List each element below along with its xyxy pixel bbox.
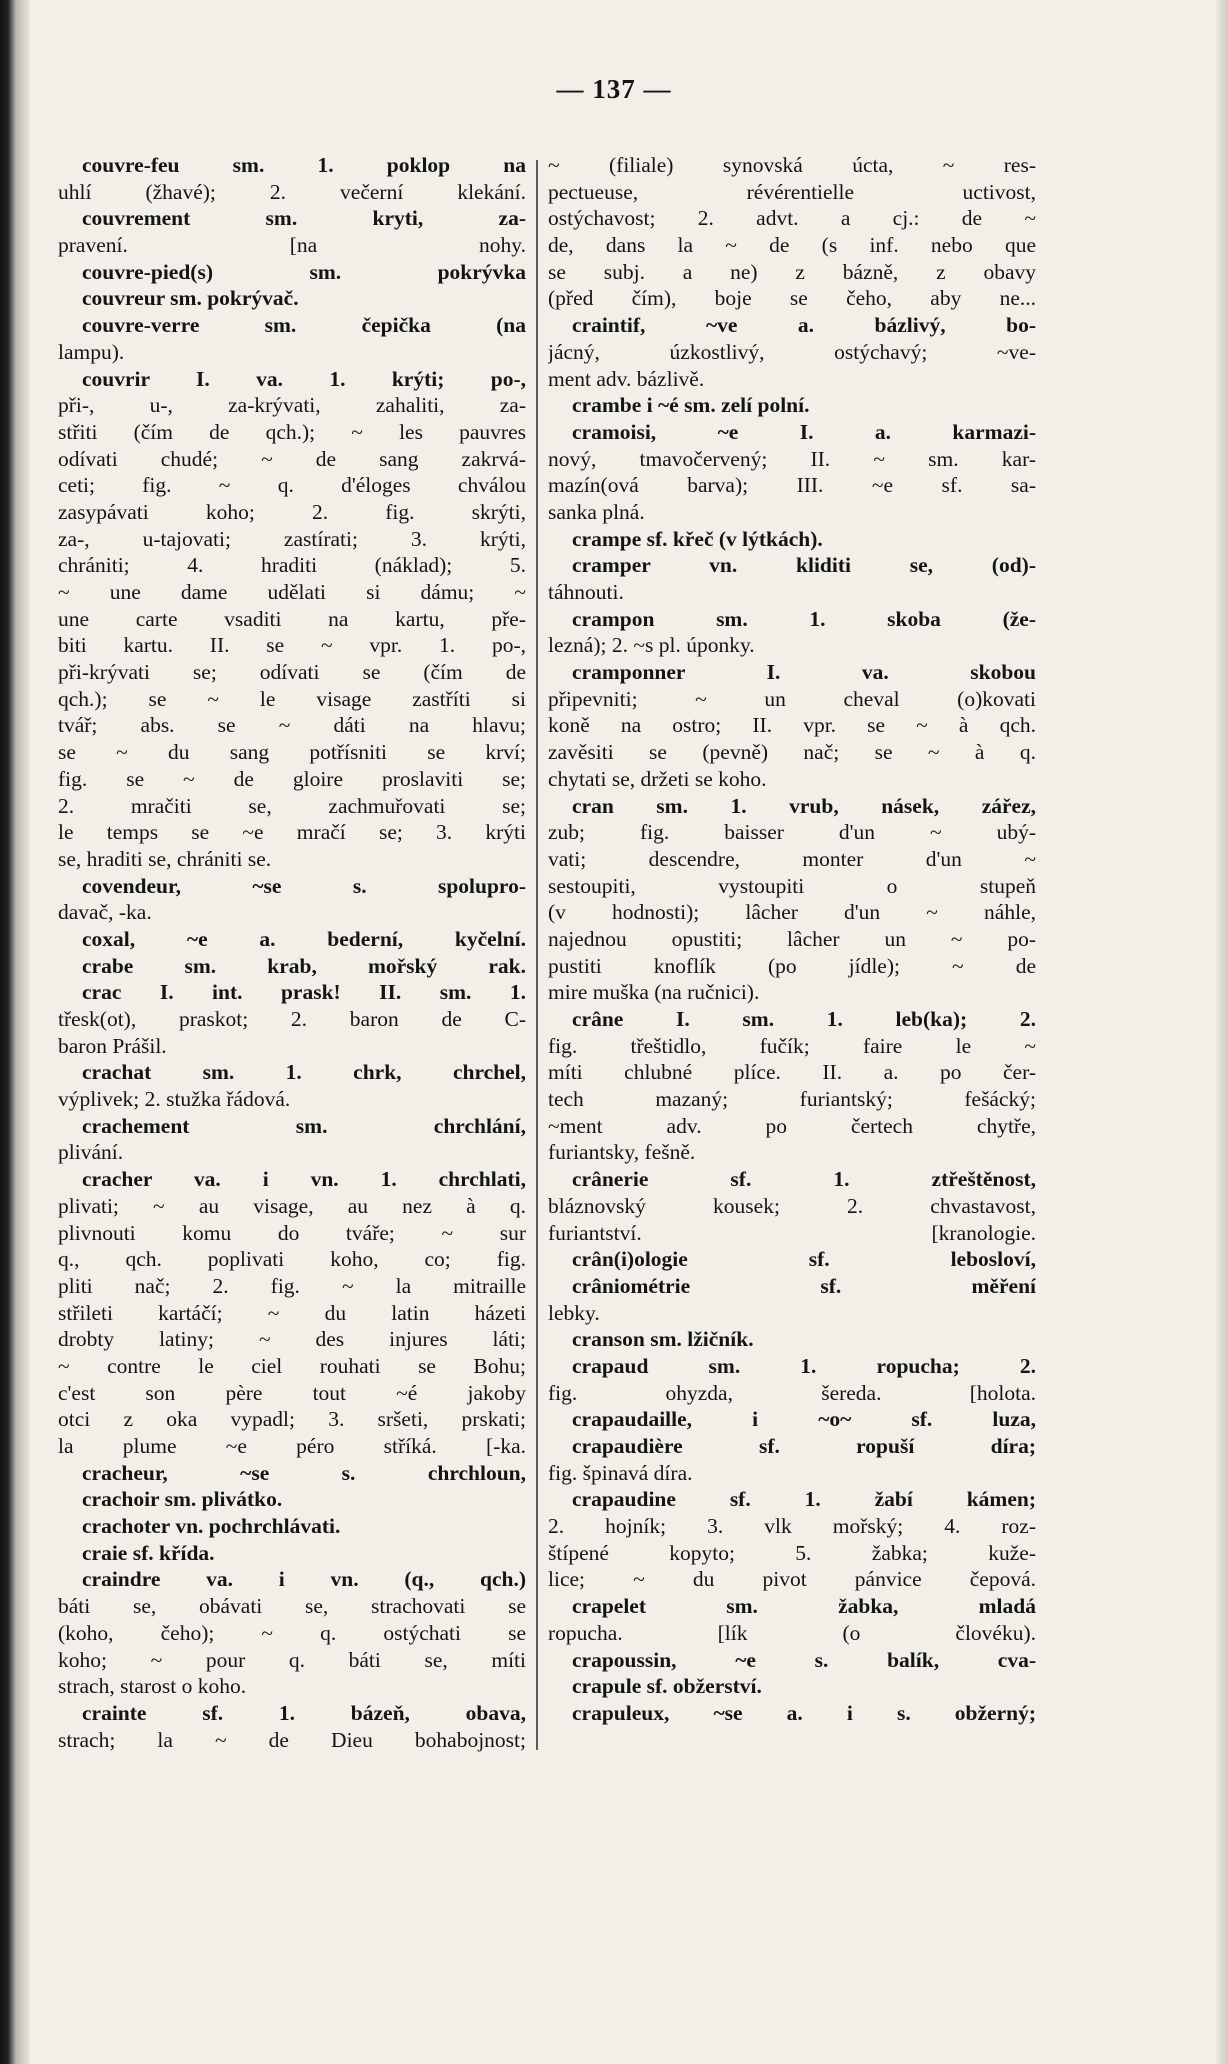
dictionary-entry-headline: couvre-verre sm. čepička (na (82, 313, 526, 338)
dictionary-entry-headline: crampon sm. 1. skoba (že- (572, 606, 1036, 631)
dictionary-entry-headline: crâne I. sm. 1. leb(ka); 2. (572, 1007, 1036, 1031)
dictionary-entry-headline: crapuleux, ~se a. i s. obžerný; (572, 1700, 1036, 1725)
dictionary-entry-headline: crapaudine sf. 1. žabí kámen; (572, 1487, 1036, 1512)
dictionary-entry-line: qch.); se ~ le visage zastříti si (58, 686, 526, 711)
dictionary-entry-line: chrániti; 4. hraditi (náklad); 5. (58, 553, 526, 578)
dictionary-entry-line: pectueuse, révérentielle uctivost, (548, 179, 1036, 204)
right-column (548, 152, 1036, 1727)
dictionary-entry-headline: crachoter vn. pochrchlávati. (82, 1514, 341, 1539)
dictionary-entry-line: báti se, obávati se, strachovati se (58, 1594, 526, 1619)
dictionary-entry-line: uhlí (žhavé); 2. večerní klekání. (58, 179, 526, 204)
dictionary-entry-headline: couvre-feu sm. 1. poklop na (82, 153, 526, 177)
dictionary-entry-line: (před čím), boje se čeho, aby ne... (548, 286, 1036, 311)
dictionary-entry-line: ment adv. bázlivě. (548, 366, 705, 391)
dictionary-entry-headline: crachat sm. 1. chrk, chrchel, (82, 1060, 526, 1085)
dictionary-entry-line: ostýchavost; 2. advt. a cj.: de ~ (548, 206, 1036, 231)
dictionary-entry-line: fig. třeštidlo, fučík; faire le ~ (548, 1033, 1036, 1058)
dictionary-entry-line: koho; ~ pour q. báti se, míti (58, 1647, 526, 1672)
dictionary-entry-line: táhnouti. (548, 580, 624, 604)
dictionary-entry-line: baron Prášil. (58, 1033, 167, 1058)
dictionary-entry-line: nový, tmavočervený; II. ~ sm. kar- (548, 446, 1036, 471)
page-number: — 137 — (556, 74, 672, 104)
dictionary-entry-headline: crân(i)ologie sf. lebosloví, (572, 1247, 1036, 1272)
dictionary-entry-line: une carte vsaditi na kartu, pře- (58, 606, 526, 631)
dictionary-entry-line: de, dans la ~ de (s inf. nebo que (548, 233, 1036, 258)
dictionary-entry-line: (v hodnosti); lâcher d'un ~ náhle, (548, 900, 1036, 925)
dictionary-entry-line: ~ment adv. po čertech chytře, (548, 1113, 1036, 1138)
dictionary-entry-line: (koho, čeho); ~ q. ostýchati se (58, 1620, 526, 1645)
dictionary-entry-line: najednou opustiti; lâcher un ~ po- (548, 926, 1036, 951)
dictionary-entry-headline: craintif, ~ve a. bázlivý, bo- (572, 313, 1036, 338)
dictionary-entry-headline: cranson sm. lžičník. (572, 1327, 754, 1352)
dictionary-entry-line: štípené kopyto; 5. žabka; kuže- (548, 1540, 1036, 1565)
dictionary-entry-headline: crânerie sf. 1. ztřeštěnost, (572, 1167, 1036, 1192)
dictionary-entry-line: ~ une dame udělati si dámu; ~ (58, 580, 526, 604)
dictionary-entry-line: ~ contre le ciel rouhati se Bohu; (58, 1353, 526, 1378)
dictionary-entry-line: drobty latiny; ~ des injures láti; (58, 1327, 526, 1352)
dictionary-entry-line: q., qch. poplivati koho, co; fig. (58, 1247, 526, 1272)
dictionary-entry-headline: cramper vn. kliditi se, (od)- (572, 553, 1036, 578)
dictionary-entry-line: při-, u-, za-krývati, zahaliti, za- (58, 393, 526, 418)
dictionary-entry-line: připevniti; ~ un cheval (o)kovati (548, 686, 1036, 711)
dictionary-entry-headline: crachoir sm. plivátko. (82, 1487, 283, 1512)
dictionary-entry-headline: crâniométrie sf. měření (572, 1273, 1036, 1298)
dictionary-entry-line: 2. hojník; 3. vlk mořský; 4. roz- (548, 1514, 1036, 1539)
dictionary-entry-line: se subj. a ne) z bázně, z obavy (548, 259, 1036, 284)
dictionary-entry-headline: crambe i ~é sm. zelí polní. (572, 393, 810, 418)
dictionary-entry-line: odívati chudé; ~ de sang zakrvá- (58, 446, 526, 471)
dictionary-entry-line: strach; la ~ de Dieu bohabojnost; (58, 1727, 526, 1752)
dictionary-entry-line: plivání. (58, 1140, 124, 1165)
dictionary-entry-headline: covendeur, ~se s. spolupro- (82, 873, 526, 898)
dictionary-entry-line: pravení. [na nohy. (58, 233, 526, 258)
dictionary-entry-line: ropucha. [lík (o človéku). (548, 1620, 1036, 1645)
dictionary-entry-headline: cran sm. 1. vrub, násek, zářez, (572, 793, 1036, 818)
dictionary-entry-line: mire muška (na ručnici). (548, 980, 760, 1005)
dictionary-entry-line: le temps se ~e mračí se; 3. krýti (58, 820, 526, 845)
dictionary-entry-line: tvář; abs. se ~ dáti na hlavu; (58, 713, 526, 738)
dictionary-entry-headline: craie sf. křída. (82, 1540, 215, 1565)
dictionary-entry-line: furiantsky, fešně. (548, 1140, 696, 1165)
dictionary-entry-headline: crapelet sm. žabka, mladá (572, 1594, 1036, 1619)
dictionary-entry-headline: crapule sf. obžerství. (572, 1674, 762, 1699)
dictionary-entry-line: zavěsiti se (pevně) nač; se ~ à q. (548, 740, 1036, 765)
dictionary-entry-line: koně na ostro; II. vpr. se ~ à qch. (548, 713, 1036, 738)
dictionary-entry-line: se ~ du sang potřísniti se krví; (58, 740, 526, 765)
dictionary-entry-line: lampu). (58, 339, 125, 364)
dictionary-entry-line: otci z oka vypadl; 3. sršeti, prskati; (58, 1407, 526, 1432)
left-column (58, 152, 526, 1753)
dictionary-entry-line: mazín(ová barva); III. ~e sf. sa- (548, 473, 1036, 498)
dictionary-entry-line: výplivek; 2. stužka řádová. (58, 1087, 291, 1112)
dictionary-entry-headline: couvreur sm. pokrývač. (82, 286, 299, 311)
dictionary-entry-headline: crampe sf. křeč (v lýtkách). (572, 526, 823, 551)
dictionary-entry-line: ceti; fig. ~ q. d'éloges chválou (58, 473, 526, 498)
dictionary-entry-line: třesk(ot), praskot; 2. baron de C- (58, 1007, 526, 1031)
previous-page-edge (0, 0, 30, 2064)
dictionary-entry-line: lezná); 2. ~s pl. úponky. (548, 633, 755, 658)
dictionary-entry-line: bláznovský kousek; 2. chvastavost, (548, 1193, 1036, 1218)
dictionary-entry-line: la plume ~e péro stříká. [-ka. (58, 1434, 526, 1458)
dictionary-entry-line: c'est son père tout ~é jakoby (58, 1380, 526, 1405)
dictionary-entry-headline: couvrement sm. kryti, za- (82, 206, 526, 231)
dictionary-entry-headline: cracher va. i vn. 1. chrchlati, (82, 1167, 526, 1192)
dictionary-entry-line: chytati se, držeti se koho. (548, 766, 767, 791)
dictionary-entry-line: se, hraditi se, chrániti se. (58, 846, 272, 871)
dictionary-entry-line: jácný, úzkostlivý, ostýchavý; ~ve- (548, 339, 1036, 364)
dictionary-entry-headline: cramoisi, ~e I. a. karmazi- (572, 419, 1036, 444)
dictionary-entry-line: střileti kartáčí; ~ du latin házeti (58, 1300, 526, 1325)
dictionary-entry-line: tech mazaný; furiantský; fešácký; (548, 1087, 1036, 1112)
dictionary-entry-headline: craindre va. i vn. (q., qch.) (82, 1567, 526, 1592)
dictionary-entry-line: sanka plná. (548, 499, 645, 524)
dictionary-entry-headline: coxal, ~e a. bederní, kyčelní. (82, 926, 526, 951)
dictionary-entry-headline: crapaudaille, i ~o~ sf. luza, (572, 1407, 1036, 1432)
dictionary-entry-line: vati; descendre, monter d'un ~ (548, 846, 1036, 871)
dictionary-entry-headline: crapaud sm. 1. ropucha; 2. (572, 1353, 1036, 1378)
dictionary-entry-line: biti kartu. II. se ~ vpr. 1. po-, (58, 633, 526, 658)
dictionary-entry-line: zub; fig. baisser d'un ~ ubý- (548, 820, 1036, 845)
dictionary-entry-line: lice; ~ du pivot pánvice čepová. (548, 1567, 1036, 1592)
dictionary-entry-headline: crapaudière sf. ropuší díra; (572, 1434, 1036, 1458)
dictionary-entry-line: zasypávati koho; 2. fig. skrýti, (58, 499, 526, 524)
page-edge-shadow (1216, 0, 1228, 2064)
dictionary-entry-headline: couvrir I. va. 1. krýti; po-, (82, 366, 526, 391)
dictionary-entry-line: za-, u-tajovati; zastírati; 3. krýti, (58, 526, 526, 551)
dictionary-entry-headline: crachement sm. chrchlání, (82, 1113, 526, 1138)
dictionary-entry-line: plivati; ~ au visage, au nez à q. (58, 1193, 526, 1218)
dictionary-entry-line: lebky. (548, 1300, 600, 1325)
dictionary-entry-headline: crainte sf. 1. bázeň, obava, (82, 1700, 526, 1725)
dictionary-entry-headline: cracheur, ~se s. chrchloun, (82, 1460, 526, 1485)
dictionary-entry-headline: couvre-pied(s) sm. pokrývka (82, 259, 526, 284)
dictionary-entry-line: strach, starost o koho. (58, 1674, 247, 1699)
dictionary-entry-line: fig. špinavá díra. (548, 1460, 693, 1485)
column-divider (536, 160, 538, 1750)
dictionary-entry-line: plivnouti komu do tváře; ~ sur (58, 1220, 526, 1245)
dictionary-entry-line: při-krývati se; odívati se (čím de (58, 660, 526, 685)
dictionary-entry-line: furiantství. [kranologie. (548, 1220, 1036, 1245)
dictionary-entry-headline: crac I. int. prask! II. sm. 1. (82, 980, 526, 1005)
dictionary-entry-line: 2. mračiti se, zachmuřovati se; (58, 793, 526, 818)
dictionary-entry-line: fig. ohyzda, šereda. [holota. (548, 1380, 1036, 1405)
dictionary-entry-line: ~ (filiale) synovská úcta, ~ res- (548, 153, 1036, 177)
dictionary-entry-headline: cramponner I. va. skobou (572, 660, 1036, 685)
dictionary-entry-line: míti chlubné plíce. II. a. po čer- (548, 1060, 1036, 1085)
dictionary-entry-line: střiti (čím de qch.); ~ les pauvres (58, 419, 526, 444)
dictionary-entry-line: pliti nač; 2. fig. ~ la mitraille (58, 1273, 526, 1298)
dictionary-entry-line: sestoupiti, vystoupiti o stupeň (548, 873, 1036, 898)
dictionary-entry-headline: crapoussin, ~e s. balík, cva- (572, 1647, 1036, 1672)
dictionary-entry-line: pustiti knoflík (po jídle); ~ de (548, 953, 1036, 978)
dictionary-entry-headline: crabe sm. krab, mořský rak. (82, 953, 526, 978)
dictionary-entry-line: fig. se ~ de gloire proslaviti se; (58, 766, 526, 791)
dictionary-entry-line: davač, -ka. (58, 900, 152, 925)
